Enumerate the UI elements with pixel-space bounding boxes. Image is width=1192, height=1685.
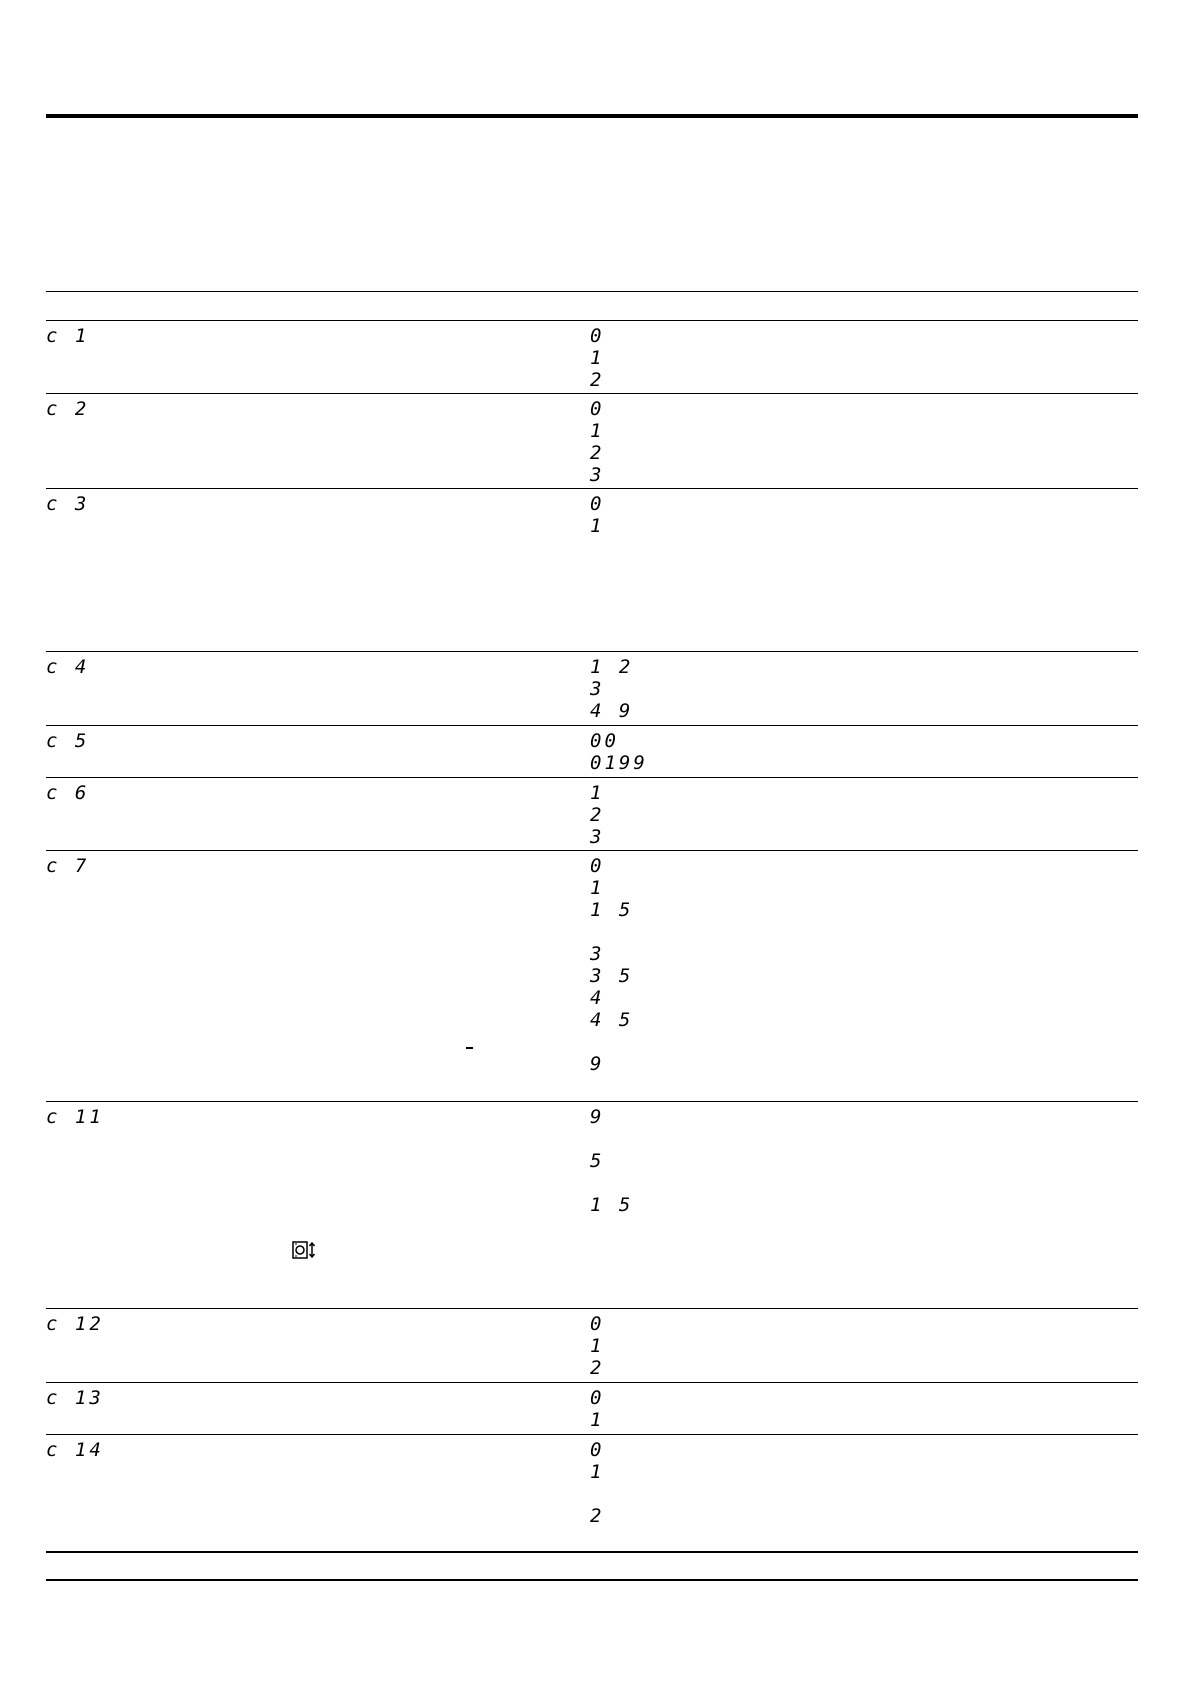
setting-value: 1 5: [590, 1194, 634, 1216]
setting-value: 0: [590, 493, 605, 515]
setting-code: c 5: [46, 730, 90, 752]
setting-code: c 2: [46, 398, 90, 420]
setting-value: 1: [590, 515, 605, 537]
row-divider: [46, 320, 1138, 321]
setting-value: 1: [590, 420, 605, 442]
table-bottom-rule: [46, 1551, 1138, 1553]
setting-code: c 13: [46, 1387, 104, 1409]
setting-value: 1: [590, 347, 605, 369]
setting-code: c 12: [46, 1313, 104, 1335]
setting-value: 2: [590, 369, 605, 391]
setting-value: 3: [590, 464, 605, 486]
setting-value: 2: [590, 442, 605, 464]
setting-value: 1: [590, 877, 605, 899]
setting-value: 1 5: [590, 899, 634, 921]
setting-value: 3: [590, 943, 605, 965]
setting-code: c 3: [46, 493, 90, 515]
setting-value: 4 9: [590, 700, 634, 722]
setting-value: 0: [590, 1387, 605, 1409]
row-divider: [46, 488, 1138, 489]
setting-value: 4 5: [590, 1009, 634, 1031]
row-divider: [46, 850, 1138, 851]
row-divider: [46, 777, 1138, 778]
setting-value: 00: [590, 730, 619, 752]
program-sensor-icon: [292, 1241, 316, 1259]
setting-value: 0: [590, 325, 605, 347]
row-divider: [46, 393, 1138, 394]
setting-value: 0: [590, 855, 605, 877]
row-divider: [46, 651, 1138, 652]
setting-value: 1: [590, 1409, 605, 1431]
setting-value: 2: [590, 1505, 605, 1527]
row-divider: [46, 1101, 1138, 1102]
setting-value: 9: [590, 1106, 605, 1128]
setting-value: 3: [590, 678, 605, 700]
footer-rule: [46, 1579, 1138, 1581]
setting-code: c 14: [46, 1439, 104, 1461]
table-header-rule: [46, 291, 1138, 292]
top-rule: [46, 114, 1138, 118]
setting-code: c 1: [46, 325, 90, 347]
setting-value: 3 5: [590, 965, 634, 987]
row-divider: [46, 725, 1138, 726]
setting-value: 0: [590, 398, 605, 420]
row-divider: [46, 1308, 1138, 1309]
setting-value: 5: [590, 1150, 605, 1172]
setting-value: 9: [590, 1053, 605, 1075]
setting-value: 0199: [590, 752, 648, 774]
minus-mark: [466, 1047, 473, 1049]
setting-value: 3: [590, 826, 605, 848]
setting-code: c 4: [46, 656, 90, 678]
setting-value: 1: [590, 782, 605, 804]
setting-value: 1: [590, 1461, 605, 1483]
setting-code: c 11: [46, 1106, 104, 1128]
row-divider: [46, 1434, 1138, 1435]
setting-value: 4: [590, 987, 605, 1009]
setting-value: 0: [590, 1439, 605, 1461]
setting-value: 2: [590, 804, 605, 826]
setting-code: c 6: [46, 782, 90, 804]
setting-value: 1: [590, 1335, 605, 1357]
row-divider: [46, 1382, 1138, 1383]
setting-value: 0: [590, 1313, 605, 1335]
setting-value: 1 2: [590, 656, 634, 678]
setting-value: 2: [590, 1357, 605, 1379]
setting-code: c 7: [46, 855, 90, 877]
